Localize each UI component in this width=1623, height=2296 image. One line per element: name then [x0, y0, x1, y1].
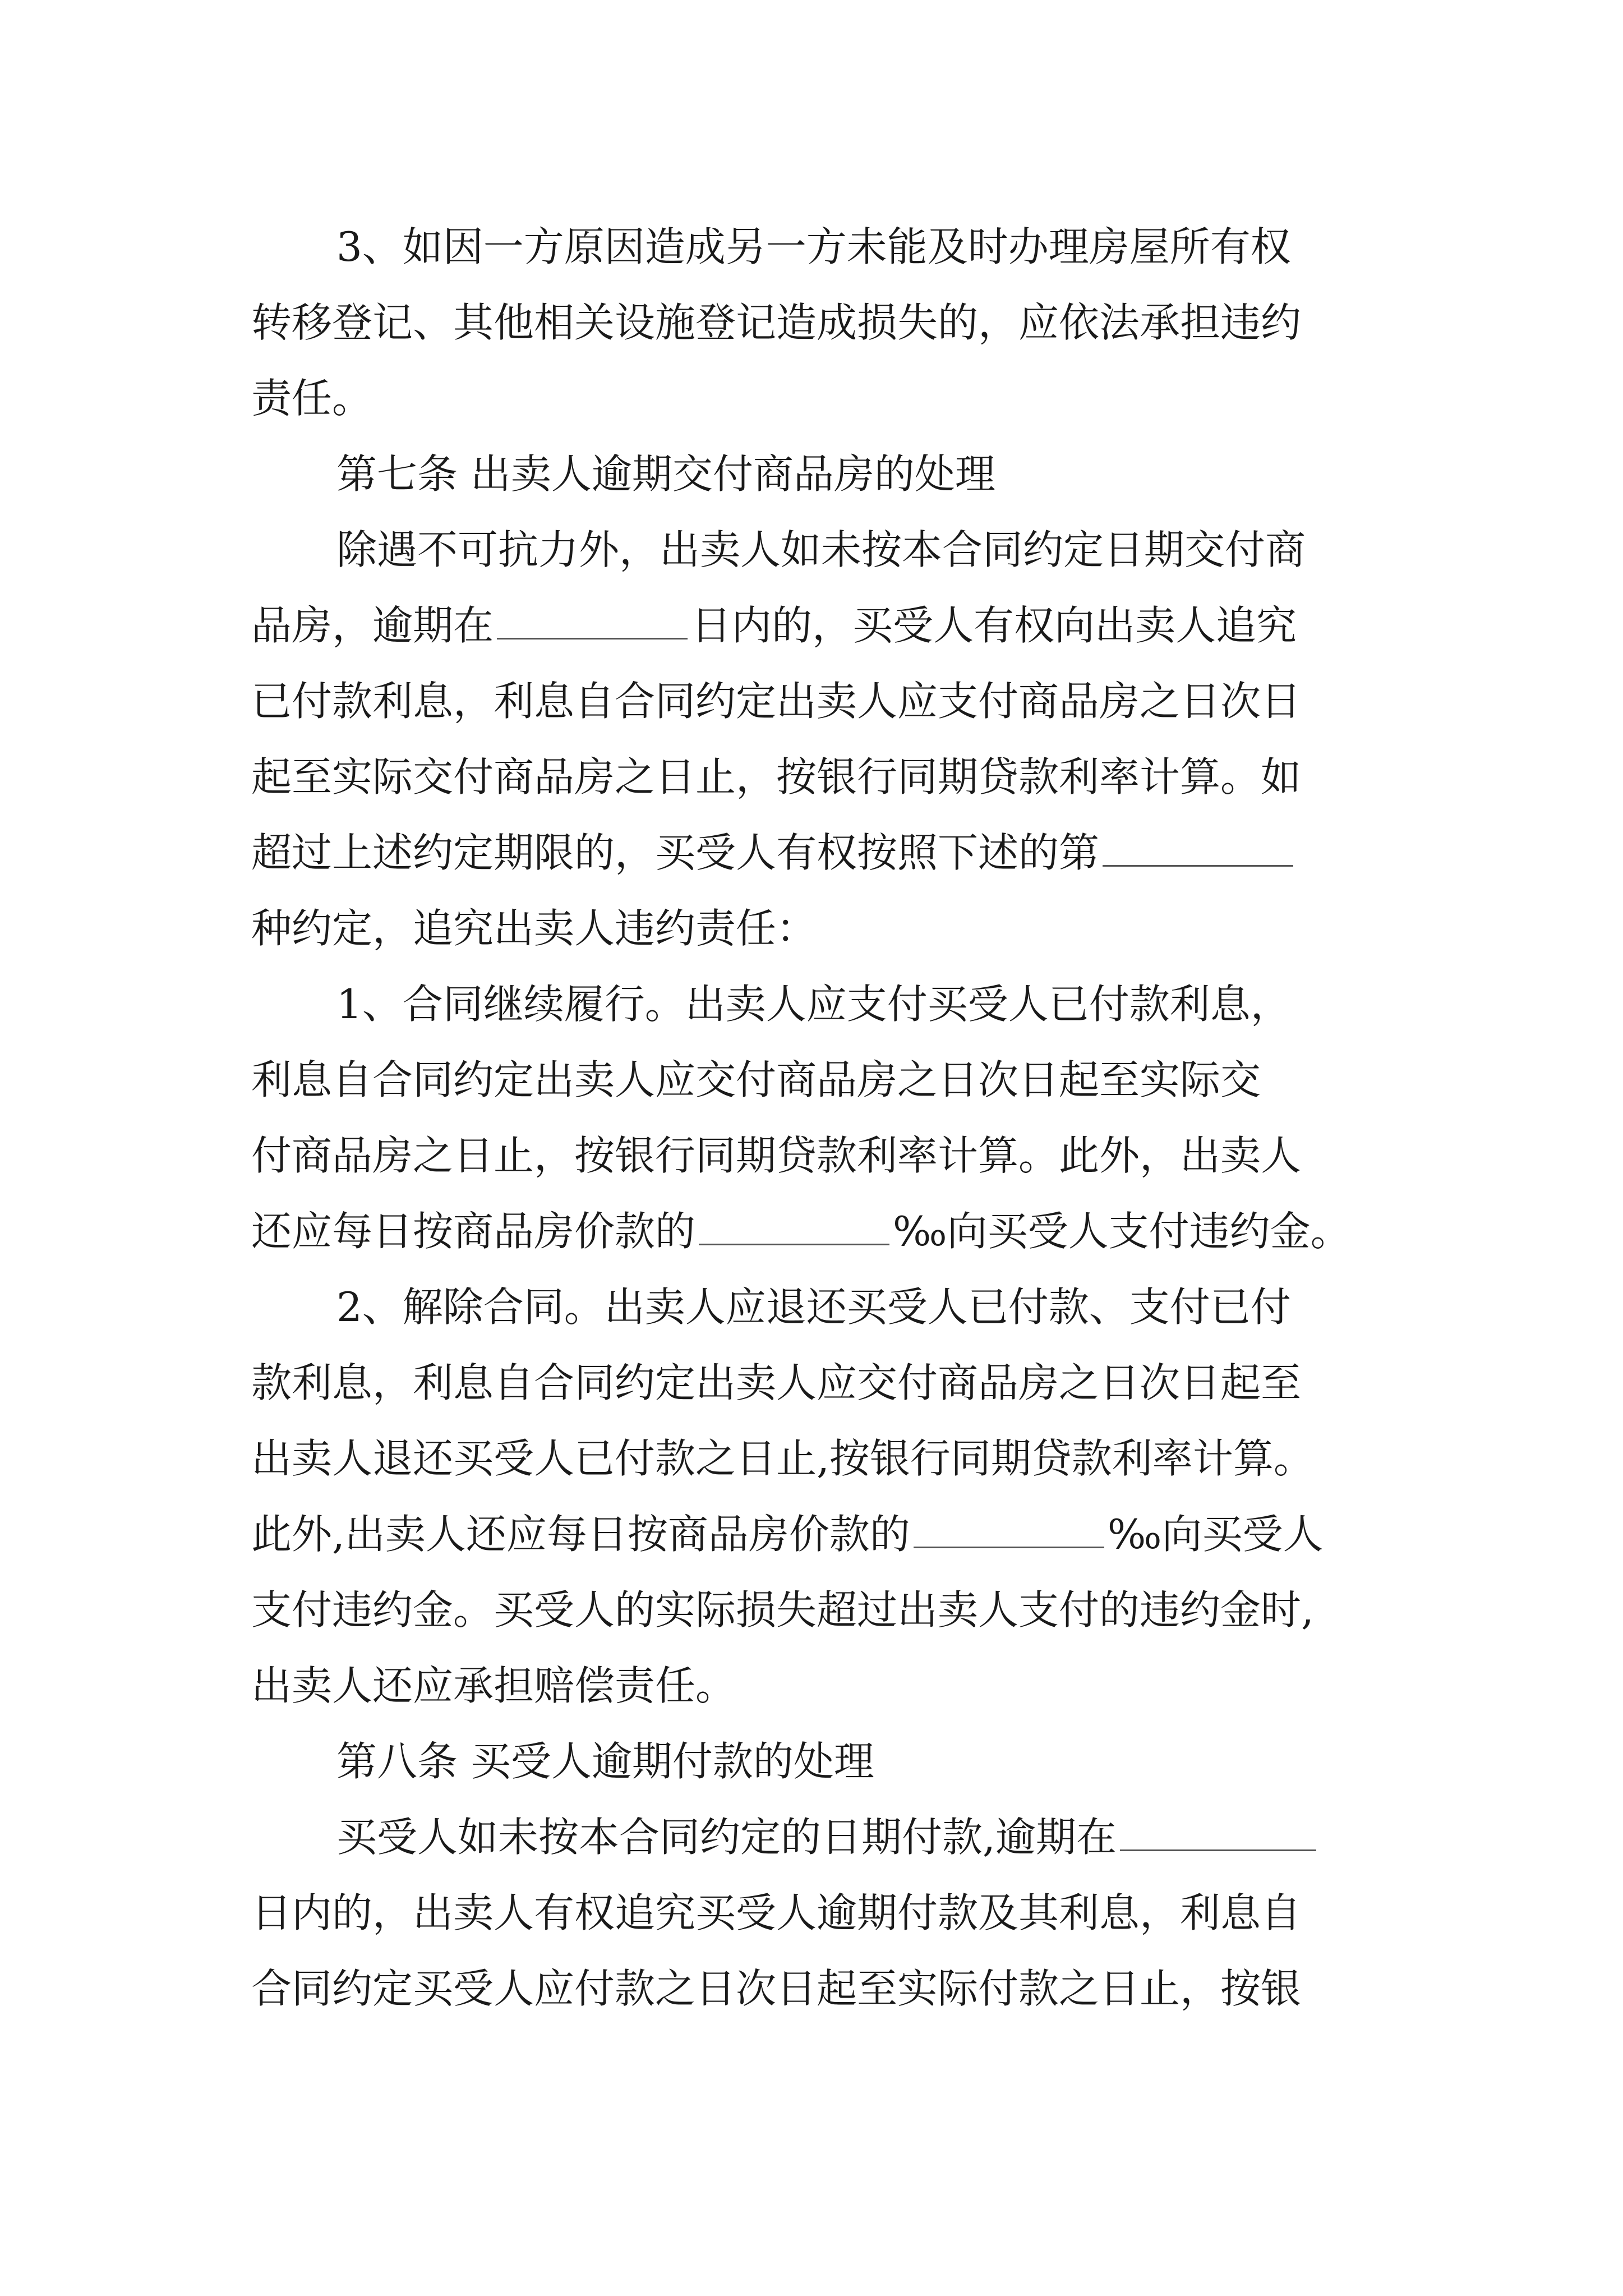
- option-2-line-3: 出卖人退还买受人已付款之日止,按银行同期贷款利率计算。: [251, 1435, 1314, 1482]
- article-8-para-line-2: 日内的，出卖人有权追究买受人逾期付款及其利息，利息自: [251, 1889, 1302, 1936]
- article-7-para-line-2: 品房，逾期在 日内的，买受人有权向出卖人追究: [251, 602, 1297, 649]
- fill-blank-days[interactable]: [497, 604, 688, 639]
- article-7-para-line-6: 种约定，追究出卖人违约责任：: [251, 905, 817, 952]
- article-7-para-line-4: 起至实际交付商品房之日止，按银行同期贷款利率计算。如: [251, 753, 1302, 800]
- fill-blank-penalty-rate-2[interactable]: [914, 1513, 1104, 1548]
- clause-3-line-3: 责任。: [251, 375, 373, 422]
- option-2-line-2: 款利息，利息自合同约定出卖人应交付商品房之日次日起至: [251, 1359, 1302, 1406]
- option-1-line-1: 1、合同继续履行。出卖人应支付买受人已付款利息，: [336, 981, 1291, 1028]
- option-1-line-2: 利息自合同约定出卖人应交付商品房之日次日起至实际交: [251, 1056, 1261, 1103]
- clause-3-line-2: 转移登记、其他相关设施登记造成损失的，应依法承担违约: [251, 299, 1302, 346]
- option-1-line-4: 还应每日按商品房价款的 ‰向买受人支付违约金。: [251, 1208, 1351, 1255]
- article-7-para-line-1: 除遇不可抗力外，出卖人如未按本合同约定日期交付商: [336, 526, 1306, 573]
- article-7-heading: 第七条 出卖人逾期交付商品房的处理: [336, 450, 995, 498]
- option-1-line-3: 付商品房之日止，按银行同期贷款利率计算。此外，出卖人: [251, 1132, 1302, 1179]
- option-2-line-4: 此外,出卖人还应每日按商品房价款的 ‰向买受人: [251, 1511, 1324, 1558]
- article-8-para-line-3: 合同约定买受人应付款之日次日起至实际付款之日止，按银: [251, 1965, 1302, 2012]
- fill-blank-penalty-rate-1[interactable]: [699, 1210, 889, 1245]
- option-2-line-1: 2、解除合同。出卖人应退还买受人已付款、支付已付: [336, 1283, 1291, 1331]
- fill-blank-option[interactable]: [1103, 831, 1293, 867]
- clause-3-line-1: 3、如因一方原因造成另一方未能及时办理房屋所有权: [336, 223, 1291, 270]
- article-8-para-line-1: 买受人如未按本合同约定的日期付款,逾期在: [336, 1798, 1395, 1876]
- option-2-line-5: 支付违约金。买受人的实际损失超过出卖人支付的违约金时,: [251, 1586, 1314, 1634]
- option-2-line-6: 出卖人还应承担赔偿责任。: [251, 1662, 736, 1709]
- fill-blank-overdue-days[interactable]: [1120, 1816, 1316, 1851]
- article-8-heading: 第八条 买受人逾期付款的处理: [336, 1738, 874, 1785]
- article-7-para-line-3: 已付款利息，利息自合同约定出卖人应支付商品房之日次日: [251, 678, 1302, 725]
- article-7-para-line-5: 超过上述约定期限的，买受人有权按照下述的第: [251, 813, 1395, 892]
